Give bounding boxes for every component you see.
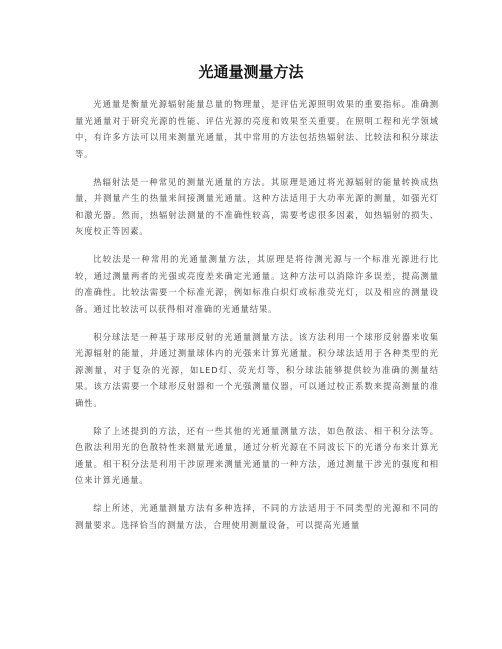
- paragraph-other-methods: 除了上述提到的方法，还有一些其他的光通量测量方法，如色散法、相干积分法等。色散法利用光的色散特性来测量光通量，通过分析光源在不同波长下的光谱分布来计算光通量。相干积分法是利用干涉原理来测量光通量的一种方法，通过测量干涉光的强度和相位来计算光通量。: [75, 425, 439, 485]
- paragraph-thermal-radiation-method: 热辐射法是一种常见的测量光通量的方法。其原理是通过将光源辐射的能量转换成热量，并测量产生的热量来间接测量光通量。这种方法适用于大功率光源的测量，如强光灯和激光器。然而，热辐射法测量的不准确性较高，需要考虑很多因素，如热辐射的损失、灰度校正等因素。: [75, 176, 439, 236]
- paragraph-intro: 光通量是衡量光源辐射能量总量的物理量，是评估光源照明效果的重要指标。准确测量光通量对于研究光源的性能、评估光源的亮度和效果至关重要。在照明工程和光学领域中，有许多方法可以用来测量光通量，其中常用的方法包括热辐射法、比较法和积分球法等。: [75, 99, 439, 159]
- paragraph-conclusion: 综上所述，光通量测量方法有多种选择，不同的方法适用于不同类型的光源和不同的测量要求。选择恰当的测量方法，合理使用测量设备，可以提高光通量: [75, 503, 439, 530]
- document-title: 光通量测量方法: [198, 63, 304, 81]
- document-body: [75, 96, 439, 545]
- paragraph-comparison-method: 比较法是一种常用的光通量测量方法，其原理是将待测光源与一个标准光源进行比较，通过测量两者的光强或亮度差来确定光通量。这种方法可以消除许多误差，提高测量的准确性。比较法需要一个标准光源，例如标准白炽灯或标准荧光灯，以及相应的测量设备。通过比较法可以获得相对准确的光通量结果。: [75, 254, 439, 314]
- paragraph-integrating-sphere-method: 积分球法是一种基于球形反射的光通量测量方法。该方法利用一个球形反射器来收集光源辐射的能量，并通过测量球体内的光强来计算光通量。积分球法适用于各种类型的光源测量，对于复杂的光源，如LED灯、荧光灯等，积分球法能够提供较为准确的测量结果。该方法需要一个球形反射器和一个光强测量仪器，可以通过校正系数来提高测量的准确性。: [75, 331, 439, 408]
